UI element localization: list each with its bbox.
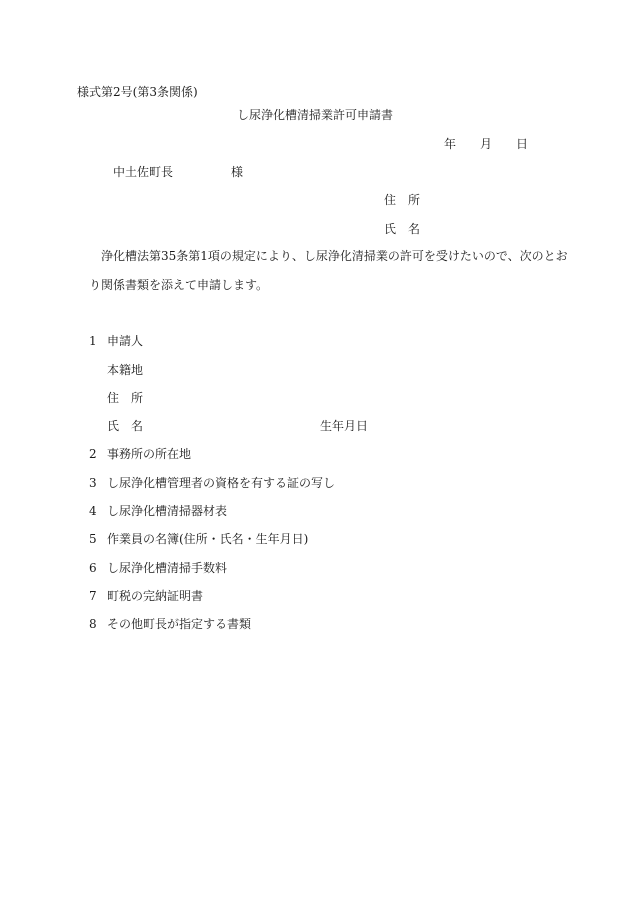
- item-5-number: 5: [89, 532, 97, 546]
- item-3-text: し尿浄化槽管理者の資格を有する証の写し: [107, 476, 336, 490]
- item-7-text: 町税の完納証明書: [107, 589, 204, 603]
- applicant-address-label: 住 所: [384, 193, 421, 207]
- subitem-domicile: 本籍地: [107, 363, 144, 377]
- body-text-line-2: り関係書類を添えて申請します。: [89, 278, 269, 292]
- item-7-number: 7: [89, 589, 97, 603]
- addressee-name: 中土佐町長: [113, 165, 174, 179]
- item-6-number: 6: [89, 561, 97, 575]
- item-4-text: し尿浄化槽清掃器材表: [107, 504, 228, 518]
- date-month: 月: [480, 137, 493, 151]
- item-8-number: 8: [89, 617, 97, 631]
- item-5-text: 作業員の名簿(住所・氏名・生年月日): [107, 532, 309, 546]
- form-number-label: 様式第2号(第3条関係): [77, 85, 198, 99]
- item-2-number: 2: [89, 447, 97, 461]
- item-4-number: 4: [89, 504, 97, 518]
- subitem-address: 住 所: [107, 391, 144, 405]
- addressee-honorific: 様: [231, 165, 244, 179]
- body-text-line-1: 浄化槽法第35条第1項の規定により、し尿浄化清掃業の許可を受けたいので、次のとお: [101, 249, 568, 263]
- item-1-text: 申請人: [107, 334, 144, 348]
- item-3-number: 3: [89, 476, 97, 490]
- date-day: 日: [516, 137, 529, 151]
- item-1-number: 1: [89, 334, 97, 348]
- subitem-birthdate: 生年月日: [320, 419, 369, 433]
- document-title: し尿浄化槽清掃業許可申請書: [237, 108, 394, 122]
- item-8-text: その他町長が指定する書類: [107, 617, 252, 631]
- applicant-name-label: 氏 名: [384, 222, 421, 236]
- item-2-text: 事務所の所在地: [107, 447, 192, 461]
- date-year: 年: [444, 137, 457, 151]
- subitem-name: 氏 名: [107, 419, 144, 433]
- item-6-text: し尿浄化槽清掃手数料: [107, 561, 228, 575]
